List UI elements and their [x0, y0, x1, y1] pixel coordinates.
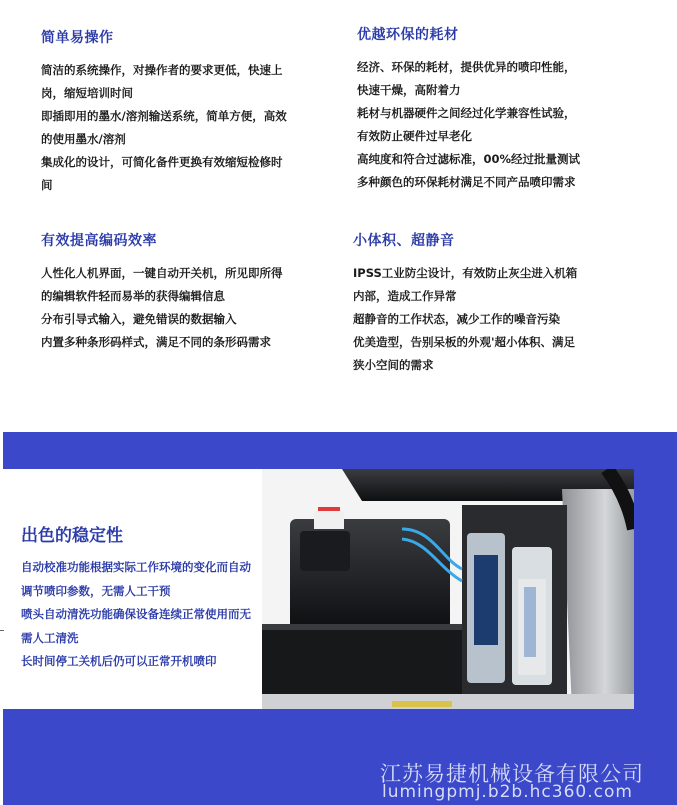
feature-line: 集成化的设计，可简化备件更换有效缩短检修时 — [41, 155, 283, 169]
stability-line: 自动校准功能根据实际工作环境的变化而自动 — [21, 560, 251, 574]
feature-line: 多种颜色的环保耗材满足不同产品喷印需求 — [357, 175, 576, 189]
feature-title: 小体积、超静音 — [353, 233, 455, 249]
stability-line: 喷头自动清洗功能确保设备连续正常使用而无 — [21, 607, 251, 622]
feature-line: 分布引导式输入，避免错误的数据输入 — [41, 312, 237, 326]
divider-mark — [0, 630, 4, 631]
feature-line: 间 — [41, 178, 53, 192]
company-url[interactable]: lumingpmj.b2b.hc360.com — [382, 782, 633, 802]
feature-title: 简单易操作 — [41, 30, 114, 46]
feature-line: 的使用墨水/溶剂 — [41, 132, 126, 146]
feature-line: 即插即用的墨水/溶剂输送系统，简单方便，高效 — [41, 109, 287, 123]
feature-eco-consumables — [357, 24, 597, 194]
stability-line: 调节喷印参数，无需人工干预 — [21, 583, 171, 598]
feature-line: IPSS工业防尘设计，有效防止灰尘进入机箱 — [353, 266, 578, 280]
feature-easy-operation — [41, 27, 306, 197]
feature-line: 耗材与机器硬件之间经过化学兼容性试验， — [357, 106, 576, 120]
feature-line: 优美造型，告别呆板的外观'超小体积、满足 — [353, 335, 576, 349]
feature-line: 狭小空间的需求 — [353, 358, 434, 372]
feature-compact-silent — [353, 230, 603, 377]
printer-machine-image — [262, 469, 634, 709]
feature-line: 快速干燥，高附着力 — [357, 83, 461, 97]
feature-line: 的编辑软件轻而易举的获得编辑信息 — [41, 289, 225, 303]
feature-line: 经济、环保的耗材，提供优异的喷印性能， — [357, 60, 576, 74]
feature-line: 内置多种条形码样式，满足不同的条形码需求 — [41, 335, 271, 349]
stability-line: 需人工清洗 — [21, 630, 79, 645]
stability-title: 出色的稳定性 — [21, 526, 123, 546]
feature-line: 内部，造成工作异常 — [353, 289, 457, 303]
feature-line: 有效防止硬件过早老化 — [357, 129, 472, 143]
feature-line: 简洁的系统操作，对操作者的要求更低，快速上 — [41, 63, 283, 77]
feature-line: 岗，缩短培训时间 — [41, 86, 133, 100]
stability-section — [21, 521, 276, 674]
company-name: 江苏易捷机械设备有限公司 — [380, 762, 644, 786]
feature-line: 高纯度和符合过滤标准，00%经过批量测试 — [357, 152, 581, 166]
feature-title: 优越环保的耗材 — [357, 27, 459, 43]
feature-coding-efficiency — [41, 230, 306, 354]
stability-line: 长时间停工关机后仍可以正常开机喷印 — [21, 654, 217, 669]
feature-line: 超静音的工作状态，减少工作的噪音污染 — [353, 312, 560, 326]
feature-title: 有效提高编码效率 — [41, 233, 157, 249]
feature-line: 人性化人机界面，一键自动开关机，所见即所得 — [41, 266, 283, 280]
